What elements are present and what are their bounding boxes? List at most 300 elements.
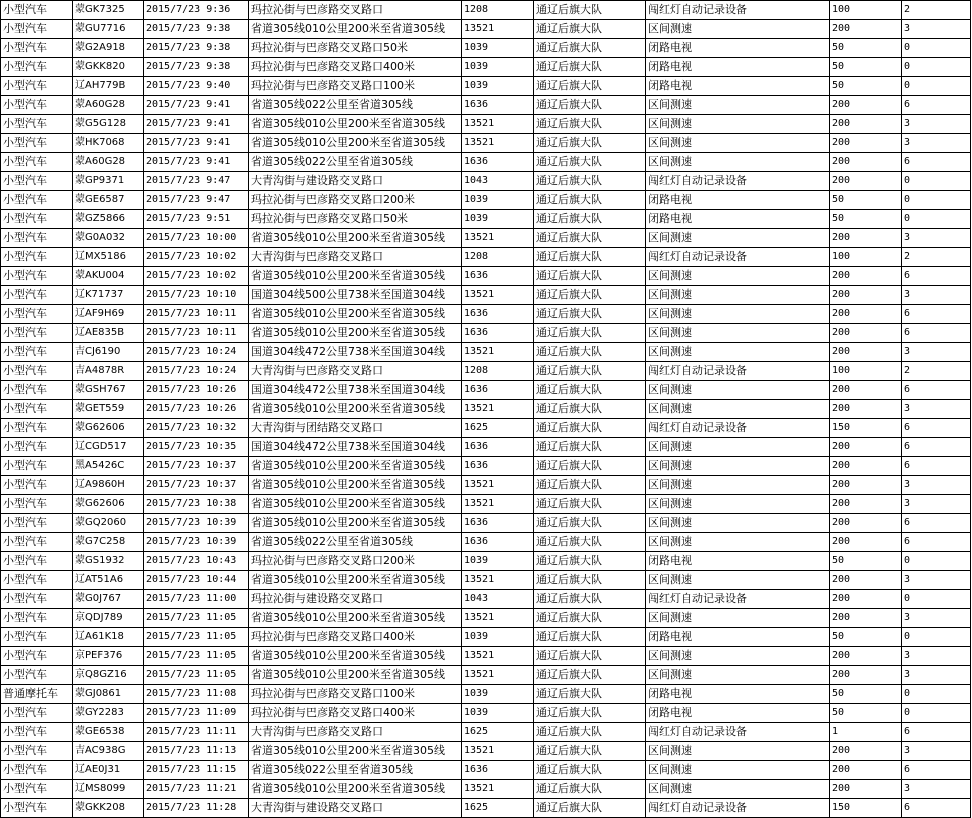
department-cell[interactable]: 通辽后旗大队 <box>534 229 646 248</box>
department-cell[interactable]: 通辽后旗大队 <box>534 609 646 628</box>
points-cell[interactable]: 6 <box>902 799 971 818</box>
vehicle-type-cell[interactable]: 小型汽车 <box>1 58 73 77</box>
code-cell[interactable]: 1039 <box>462 552 534 571</box>
code-cell[interactable]: 1636 <box>462 457 534 476</box>
plate-number-cell[interactable]: 辽AF9H69 <box>73 305 144 324</box>
department-cell[interactable]: 通辽后旗大队 <box>534 20 646 39</box>
timestamp-cell[interactable]: 2015/7/23 10:02 <box>144 248 249 267</box>
plate-number-cell[interactable]: 辽AT51A6 <box>73 571 144 590</box>
vehicle-type-cell[interactable]: 小型汽车 <box>1 704 73 723</box>
device-type-cell[interactable]: 区间测速 <box>646 400 830 419</box>
device-type-cell[interactable]: 区间测速 <box>646 305 830 324</box>
points-cell[interactable]: 3 <box>902 647 971 666</box>
department-cell[interactable]: 通辽后旗大队 <box>534 514 646 533</box>
points-cell[interactable]: 0 <box>902 552 971 571</box>
points-cell[interactable]: 3 <box>902 343 971 362</box>
location-cell[interactable]: 省道305线010公里200米至省道305线 <box>249 457 462 476</box>
department-cell[interactable]: 通辽后旗大队 <box>534 704 646 723</box>
plate-number-cell[interactable]: 京QDJ789 <box>73 609 144 628</box>
location-cell[interactable]: 省道305线010公里200米至省道305线 <box>249 476 462 495</box>
device-type-cell[interactable]: 区间测速 <box>646 609 830 628</box>
code-cell[interactable]: 13521 <box>462 400 534 419</box>
department-cell[interactable]: 通辽后旗大队 <box>534 77 646 96</box>
location-cell[interactable]: 大青沟街与巴彦路交叉路口 <box>249 723 462 742</box>
department-cell[interactable]: 通辽后旗大队 <box>534 96 646 115</box>
department-cell[interactable]: 通辽后旗大队 <box>534 362 646 381</box>
vehicle-type-cell[interactable]: 小型汽车 <box>1 400 73 419</box>
fine-cell[interactable]: 200 <box>830 96 902 115</box>
location-cell[interactable]: 省道305线010公里200米至省道305线 <box>249 115 462 134</box>
location-cell[interactable]: 玛拉沁街与巴彦路交叉路口50米 <box>249 210 462 229</box>
points-cell[interactable]: 2 <box>902 362 971 381</box>
fine-cell[interactable]: 50 <box>830 77 902 96</box>
timestamp-cell[interactable]: 2015/7/23 9:41 <box>144 153 249 172</box>
department-cell[interactable]: 通辽后旗大队 <box>534 153 646 172</box>
points-cell[interactable]: 3 <box>902 115 971 134</box>
fine-cell[interactable]: 200 <box>830 609 902 628</box>
vehicle-type-cell[interactable]: 小型汽车 <box>1 134 73 153</box>
vehicle-type-cell[interactable]: 小型汽车 <box>1 590 73 609</box>
device-type-cell[interactable]: 区间测速 <box>646 438 830 457</box>
fine-cell[interactable]: 50 <box>830 628 902 647</box>
location-cell[interactable]: 玛拉沁街与巴彦路交叉路口200米 <box>249 191 462 210</box>
points-cell[interactable]: 3 <box>902 134 971 153</box>
code-cell[interactable]: 1625 <box>462 419 534 438</box>
plate-number-cell[interactable]: 辽MX5186 <box>73 248 144 267</box>
location-cell[interactable]: 省道305线010公里200米至省道305线 <box>249 647 462 666</box>
timestamp-cell[interactable]: 2015/7/23 11:11 <box>144 723 249 742</box>
plate-number-cell[interactable]: 蒙G5G128 <box>73 115 144 134</box>
location-cell[interactable]: 省道305线010公里200米至省道305线 <box>249 305 462 324</box>
location-cell[interactable]: 省道305线010公里200米至省道305线 <box>249 514 462 533</box>
code-cell[interactable]: 13521 <box>462 571 534 590</box>
points-cell[interactable]: 3 <box>902 742 971 761</box>
vehicle-type-cell[interactable]: 小型汽车 <box>1 742 73 761</box>
points-cell[interactable]: 6 <box>902 267 971 286</box>
points-cell[interactable]: 3 <box>902 476 971 495</box>
device-type-cell[interactable]: 区间测速 <box>646 115 830 134</box>
device-type-cell[interactable]: 闭路电视 <box>646 685 830 704</box>
device-type-cell[interactable]: 区间测速 <box>646 96 830 115</box>
vehicle-type-cell[interactable]: 小型汽车 <box>1 495 73 514</box>
fine-cell[interactable]: 200 <box>830 20 902 39</box>
points-cell[interactable]: 3 <box>902 286 971 305</box>
location-cell[interactable]: 省道305线010公里200米至省道305线 <box>249 742 462 761</box>
points-cell[interactable]: 0 <box>902 172 971 191</box>
department-cell[interactable]: 通辽后旗大队 <box>534 381 646 400</box>
vehicle-type-cell[interactable]: 小型汽车 <box>1 476 73 495</box>
points-cell[interactable]: 0 <box>902 58 971 77</box>
department-cell[interactable]: 通辽后旗大队 <box>534 210 646 229</box>
location-cell[interactable]: 大青沟街与巴彦路交叉路口 <box>249 248 462 267</box>
plate-number-cell[interactable]: 蒙GU7716 <box>73 20 144 39</box>
plate-number-cell[interactable]: 蒙A60G28 <box>73 96 144 115</box>
device-type-cell[interactable]: 闭路电视 <box>646 210 830 229</box>
fine-cell[interactable]: 100 <box>830 248 902 267</box>
location-cell[interactable]: 玛拉沁街与建设路交叉路口 <box>249 590 462 609</box>
location-cell[interactable]: 大青沟街与建设路交叉路口 <box>249 172 462 191</box>
timestamp-cell[interactable]: 2015/7/23 10:26 <box>144 400 249 419</box>
vehicle-type-cell[interactable]: 小型汽车 <box>1 571 73 590</box>
code-cell[interactable]: 13521 <box>462 20 534 39</box>
plate-number-cell[interactable]: 黑A5426C <box>73 457 144 476</box>
code-cell[interactable]: 13521 <box>462 286 534 305</box>
timestamp-cell[interactable]: 2015/7/23 11:13 <box>144 742 249 761</box>
timestamp-cell[interactable]: 2015/7/23 10:37 <box>144 457 249 476</box>
code-cell[interactable]: 1636 <box>462 514 534 533</box>
vehicle-type-cell[interactable]: 小型汽车 <box>1 723 73 742</box>
code-cell[interactable]: 1208 <box>462 248 534 267</box>
fine-cell[interactable]: 50 <box>830 552 902 571</box>
location-cell[interactable]: 省道305线010公里200米至省道305线 <box>249 134 462 153</box>
points-cell[interactable]: 6 <box>902 305 971 324</box>
vehicle-type-cell[interactable]: 小型汽车 <box>1 666 73 685</box>
vehicle-type-cell[interactable]: 小型汽车 <box>1 324 73 343</box>
plate-number-cell[interactable]: 辽K71737 <box>73 286 144 305</box>
location-cell[interactable]: 玛拉沁街与巴彦路交叉路口 <box>249 1 462 20</box>
timestamp-cell[interactable]: 2015/7/23 9:41 <box>144 115 249 134</box>
timestamp-cell[interactable]: 2015/7/23 9:36 <box>144 1 249 20</box>
department-cell[interactable]: 通辽后旗大队 <box>534 742 646 761</box>
vehicle-type-cell[interactable]: 小型汽车 <box>1 39 73 58</box>
plate-number-cell[interactable]: 蒙G7C258 <box>73 533 144 552</box>
plate-number-cell[interactable]: 京PEF376 <box>73 647 144 666</box>
timestamp-cell[interactable]: 2015/7/23 10:24 <box>144 343 249 362</box>
department-cell[interactable]: 通辽后旗大队 <box>534 1 646 20</box>
vehicle-type-cell[interactable]: 小型汽车 <box>1 628 73 647</box>
plate-number-cell[interactable]: 吉A4878R <box>73 362 144 381</box>
code-cell[interactable]: 1039 <box>462 628 534 647</box>
location-cell[interactable]: 玛拉沁街与巴彦路交叉路口400米 <box>249 628 462 647</box>
department-cell[interactable]: 通辽后旗大队 <box>534 495 646 514</box>
device-type-cell[interactable]: 区间测速 <box>646 495 830 514</box>
fine-cell[interactable]: 200 <box>830 514 902 533</box>
department-cell[interactable]: 通辽后旗大队 <box>534 799 646 818</box>
department-cell[interactable]: 通辽后旗大队 <box>534 552 646 571</box>
code-cell[interactable]: 1636 <box>462 381 534 400</box>
location-cell[interactable]: 省道305线010公里200米至省道305线 <box>249 780 462 799</box>
vehicle-type-cell[interactable]: 小型汽车 <box>1 362 73 381</box>
device-type-cell[interactable]: 闯红灯自动记录设备 <box>646 590 830 609</box>
plate-number-cell[interactable]: 蒙A60G28 <box>73 153 144 172</box>
location-cell[interactable]: 玛拉沁街与巴彦路交叉路口100米 <box>249 77 462 96</box>
device-type-cell[interactable]: 区间测速 <box>646 153 830 172</box>
fine-cell[interactable]: 150 <box>830 419 902 438</box>
device-type-cell[interactable]: 区间测速 <box>646 20 830 39</box>
plate-number-cell[interactable]: 蒙G0J767 <box>73 590 144 609</box>
code-cell[interactable]: 13521 <box>462 666 534 685</box>
location-cell[interactable]: 玛拉沁街与巴彦路交叉路口100米 <box>249 685 462 704</box>
fine-cell[interactable]: 150 <box>830 799 902 818</box>
vehicle-type-cell[interactable]: 小型汽车 <box>1 514 73 533</box>
device-type-cell[interactable]: 区间测速 <box>646 571 830 590</box>
vehicle-type-cell[interactable]: 小型汽车 <box>1 20 73 39</box>
points-cell[interactable]: 6 <box>902 419 971 438</box>
vehicle-type-cell[interactable]: 小型汽车 <box>1 96 73 115</box>
vehicle-type-cell[interactable]: 小型汽车 <box>1 248 73 267</box>
location-cell[interactable]: 国道304线472公里738米至国道304线 <box>249 343 462 362</box>
timestamp-cell[interactable]: 2015/7/23 9:40 <box>144 77 249 96</box>
timestamp-cell[interactable]: 2015/7/23 10:10 <box>144 286 249 305</box>
timestamp-cell[interactable]: 2015/7/23 10:43 <box>144 552 249 571</box>
device-type-cell[interactable]: 区间测速 <box>646 761 830 780</box>
plate-number-cell[interactable]: 京Q8GZ16 <box>73 666 144 685</box>
device-type-cell[interactable]: 闯红灯自动记录设备 <box>646 419 830 438</box>
department-cell[interactable]: 通辽后旗大队 <box>534 305 646 324</box>
department-cell[interactable]: 通辽后旗大队 <box>534 400 646 419</box>
location-cell[interactable]: 玛拉沁街与巴彦路交叉路口200米 <box>249 552 462 571</box>
timestamp-cell[interactable]: 2015/7/23 10:37 <box>144 476 249 495</box>
points-cell[interactable]: 3 <box>902 229 971 248</box>
vehicle-type-cell[interactable]: 小型汽车 <box>1 438 73 457</box>
department-cell[interactable]: 通辽后旗大队 <box>534 761 646 780</box>
code-cell[interactable]: 1636 <box>462 96 534 115</box>
device-type-cell[interactable]: 闭路电视 <box>646 704 830 723</box>
vehicle-type-cell[interactable]: 小型汽车 <box>1 115 73 134</box>
fine-cell[interactable]: 200 <box>830 666 902 685</box>
plate-number-cell[interactable]: 辽A61K18 <box>73 628 144 647</box>
vehicle-type-cell[interactable]: 小型汽车 <box>1 533 73 552</box>
timestamp-cell[interactable]: 2015/7/23 11:09 <box>144 704 249 723</box>
device-type-cell[interactable]: 闯红灯自动记录设备 <box>646 172 830 191</box>
department-cell[interactable]: 通辽后旗大队 <box>534 628 646 647</box>
vehicle-type-cell[interactable]: 小型汽车 <box>1 77 73 96</box>
device-type-cell[interactable]: 闭路电视 <box>646 39 830 58</box>
department-cell[interactable]: 通辽后旗大队 <box>534 647 646 666</box>
timestamp-cell[interactable]: 2015/7/23 9:38 <box>144 39 249 58</box>
location-cell[interactable]: 省道305线010公里200米至省道305线 <box>249 267 462 286</box>
timestamp-cell[interactable]: 2015/7/23 10:11 <box>144 305 249 324</box>
vehicle-type-cell[interactable]: 小型汽车 <box>1 210 73 229</box>
timestamp-cell[interactable]: 2015/7/23 11:05 <box>144 666 249 685</box>
device-type-cell[interactable]: 闭路电视 <box>646 58 830 77</box>
device-type-cell[interactable]: 区间测速 <box>646 381 830 400</box>
department-cell[interactable]: 通辽后旗大队 <box>534 590 646 609</box>
fine-cell[interactable]: 50 <box>830 191 902 210</box>
device-type-cell[interactable]: 闭路电视 <box>646 628 830 647</box>
points-cell[interactable]: 3 <box>902 571 971 590</box>
code-cell[interactable]: 13521 <box>462 343 534 362</box>
timestamp-cell[interactable]: 2015/7/23 10:11 <box>144 324 249 343</box>
location-cell[interactable]: 国道304线500公里738米至国道304线 <box>249 286 462 305</box>
device-type-cell[interactable]: 区间测速 <box>646 343 830 362</box>
device-type-cell[interactable]: 闭路电视 <box>646 552 830 571</box>
points-cell[interactable]: 3 <box>902 495 971 514</box>
department-cell[interactable]: 通辽后旗大队 <box>534 438 646 457</box>
plate-number-cell[interactable]: 蒙GSH767 <box>73 381 144 400</box>
plate-number-cell[interactable]: 蒙GP9371 <box>73 172 144 191</box>
timestamp-cell[interactable]: 2015/7/23 10:39 <box>144 533 249 552</box>
plate-number-cell[interactable]: 辽MS8099 <box>73 780 144 799</box>
vehicle-type-cell[interactable]: 小型汽车 <box>1 381 73 400</box>
vehicle-type-cell[interactable]: 小型汽车 <box>1 780 73 799</box>
code-cell[interactable]: 1636 <box>462 761 534 780</box>
vehicle-type-cell[interactable]: 小型汽车 <box>1 305 73 324</box>
department-cell[interactable]: 通辽后旗大队 <box>534 191 646 210</box>
points-cell[interactable]: 3 <box>902 400 971 419</box>
department-cell[interactable]: 通辽后旗大队 <box>534 571 646 590</box>
plate-number-cell[interactable]: 蒙G2A918 <box>73 39 144 58</box>
timestamp-cell[interactable]: 2015/7/23 10:32 <box>144 419 249 438</box>
fine-cell[interactable]: 200 <box>830 286 902 305</box>
device-type-cell[interactable]: 区间测速 <box>646 324 830 343</box>
department-cell[interactable]: 通辽后旗大队 <box>534 115 646 134</box>
timestamp-cell[interactable]: 2015/7/23 9:47 <box>144 172 249 191</box>
location-cell[interactable]: 大青沟街与团结路交叉路口 <box>249 419 462 438</box>
timestamp-cell[interactable]: 2015/7/23 10:39 <box>144 514 249 533</box>
plate-number-cell[interactable]: 蒙GY2283 <box>73 704 144 723</box>
fine-cell[interactable]: 200 <box>830 761 902 780</box>
device-type-cell[interactable]: 闭路电视 <box>646 191 830 210</box>
plate-number-cell[interactable]: 蒙GKK820 <box>73 58 144 77</box>
points-cell[interactable]: 0 <box>902 77 971 96</box>
device-type-cell[interactable]: 闯红灯自动记录设备 <box>646 723 830 742</box>
department-cell[interactable]: 通辽后旗大队 <box>534 134 646 153</box>
location-cell[interactable]: 省道305线022公里至省道305线 <box>249 761 462 780</box>
points-cell[interactable]: 6 <box>902 457 971 476</box>
points-cell[interactable]: 6 <box>902 514 971 533</box>
plate-number-cell[interactable]: 蒙GJ0861 <box>73 685 144 704</box>
department-cell[interactable]: 通辽后旗大队 <box>534 419 646 438</box>
points-cell[interactable]: 3 <box>902 666 971 685</box>
points-cell[interactable]: 3 <box>902 609 971 628</box>
points-cell[interactable]: 0 <box>902 704 971 723</box>
fine-cell[interactable]: 50 <box>830 210 902 229</box>
code-cell[interactable]: 1636 <box>462 324 534 343</box>
code-cell[interactable]: 1039 <box>462 58 534 77</box>
fine-cell[interactable]: 50 <box>830 704 902 723</box>
department-cell[interactable]: 通辽后旗大队 <box>534 324 646 343</box>
location-cell[interactable]: 省道305线010公里200米至省道305线 <box>249 571 462 590</box>
code-cell[interactable]: 1039 <box>462 704 534 723</box>
fine-cell[interactable]: 200 <box>830 400 902 419</box>
vehicle-type-cell[interactable]: 小型汽车 <box>1 799 73 818</box>
location-cell[interactable]: 玛拉沁街与巴彦路交叉路口400米 <box>249 704 462 723</box>
fine-cell[interactable]: 50 <box>830 685 902 704</box>
location-cell[interactable]: 省道305线010公里200米至省道305线 <box>249 20 462 39</box>
vehicle-type-cell[interactable]: 小型汽车 <box>1 457 73 476</box>
fine-cell[interactable]: 200 <box>830 780 902 799</box>
vehicle-type-cell[interactable]: 普通摩托车 <box>1 685 73 704</box>
vehicle-type-cell[interactable]: 小型汽车 <box>1 153 73 172</box>
code-cell[interactable]: 13521 <box>462 647 534 666</box>
code-cell[interactable]: 13521 <box>462 742 534 761</box>
fine-cell[interactable]: 200 <box>830 476 902 495</box>
code-cell[interactable]: 13521 <box>462 476 534 495</box>
timestamp-cell[interactable]: 2015/7/23 9:51 <box>144 210 249 229</box>
code-cell[interactable]: 1636 <box>462 438 534 457</box>
location-cell[interactable]: 省道305线010公里200米至省道305线 <box>249 609 462 628</box>
department-cell[interactable]: 通辽后旗大队 <box>534 685 646 704</box>
code-cell[interactable]: 1208 <box>462 362 534 381</box>
points-cell[interactable]: 2 <box>902 248 971 267</box>
vehicle-type-cell[interactable]: 小型汽车 <box>1 343 73 362</box>
points-cell[interactable]: 6 <box>902 761 971 780</box>
code-cell[interactable]: 1039 <box>462 191 534 210</box>
location-cell[interactable]: 玛拉沁街与巴彦路交叉路口50米 <box>249 39 462 58</box>
plate-number-cell[interactable]: 蒙AKU004 <box>73 267 144 286</box>
timestamp-cell[interactable]: 2015/7/23 11:28 <box>144 799 249 818</box>
points-cell[interactable]: 6 <box>902 153 971 172</box>
department-cell[interactable]: 通辽后旗大队 <box>534 476 646 495</box>
fine-cell[interactable]: 200 <box>830 305 902 324</box>
points-cell[interactable]: 6 <box>902 324 971 343</box>
points-cell[interactable]: 6 <box>902 381 971 400</box>
code-cell[interactable]: 1039 <box>462 39 534 58</box>
device-type-cell[interactable]: 区间测速 <box>646 647 830 666</box>
fine-cell[interactable]: 50 <box>830 39 902 58</box>
device-type-cell[interactable]: 区间测速 <box>646 742 830 761</box>
timestamp-cell[interactable]: 2015/7/23 11:15 <box>144 761 249 780</box>
device-type-cell[interactable]: 闯红灯自动记录设备 <box>646 799 830 818</box>
points-cell[interactable]: 0 <box>902 210 971 229</box>
code-cell[interactable]: 1636 <box>462 533 534 552</box>
location-cell[interactable]: 国道304线472公里738米至国道304线 <box>249 381 462 400</box>
points-cell[interactable]: 6 <box>902 533 971 552</box>
fine-cell[interactable]: 200 <box>830 742 902 761</box>
department-cell[interactable]: 通辽后旗大队 <box>534 248 646 267</box>
plate-number-cell[interactable]: 辽CGD517 <box>73 438 144 457</box>
timestamp-cell[interactable]: 2015/7/23 10:00 <box>144 229 249 248</box>
vehicle-type-cell[interactable]: 小型汽车 <box>1 761 73 780</box>
department-cell[interactable]: 通辽后旗大队 <box>534 723 646 742</box>
location-cell[interactable]: 省道305线022公里至省道305线 <box>249 96 462 115</box>
plate-number-cell[interactable]: 蒙HK7068 <box>73 134 144 153</box>
code-cell[interactable]: 1039 <box>462 77 534 96</box>
device-type-cell[interactable]: 区间测速 <box>646 286 830 305</box>
vehicle-type-cell[interactable]: 小型汽车 <box>1 172 73 191</box>
code-cell[interactable]: 1636 <box>462 153 534 172</box>
plate-number-cell[interactable]: 蒙GKK208 <box>73 799 144 818</box>
fine-cell[interactable]: 200 <box>830 571 902 590</box>
points-cell[interactable]: 0 <box>902 590 971 609</box>
timestamp-cell[interactable]: 2015/7/23 11:21 <box>144 780 249 799</box>
code-cell[interactable]: 1043 <box>462 172 534 191</box>
code-cell[interactable]: 1208 <box>462 1 534 20</box>
timestamp-cell[interactable]: 2015/7/23 9:38 <box>144 20 249 39</box>
points-cell[interactable]: 3 <box>902 780 971 799</box>
code-cell[interactable]: 13521 <box>462 115 534 134</box>
device-type-cell[interactable]: 闯红灯自动记录设备 <box>646 362 830 381</box>
points-cell[interactable]: 0 <box>902 39 971 58</box>
vehicle-type-cell[interactable]: 小型汽车 <box>1 552 73 571</box>
location-cell[interactable]: 省道305线022公里至省道305线 <box>249 533 462 552</box>
plate-number-cell[interactable]: 蒙G62606 <box>73 419 144 438</box>
device-type-cell[interactable]: 区间测速 <box>646 134 830 153</box>
department-cell[interactable]: 通辽后旗大队 <box>534 58 646 77</box>
location-cell[interactable]: 国道304线472公里738米至国道304线 <box>249 438 462 457</box>
fine-cell[interactable]: 200 <box>830 172 902 191</box>
plate-number-cell[interactable]: 吉CJ6190 <box>73 343 144 362</box>
fine-cell[interactable]: 200 <box>830 134 902 153</box>
vehicle-type-cell[interactable]: 小型汽车 <box>1 1 73 20</box>
code-cell[interactable]: 13521 <box>462 780 534 799</box>
timestamp-cell[interactable]: 2015/7/23 11:00 <box>144 590 249 609</box>
points-cell[interactable]: 2 <box>902 1 971 20</box>
device-type-cell[interactable]: 闯红灯自动记录设备 <box>646 248 830 267</box>
code-cell[interactable]: 13521 <box>462 229 534 248</box>
plate-number-cell[interactable]: 蒙G0A032 <box>73 229 144 248</box>
device-type-cell[interactable]: 区间测速 <box>646 514 830 533</box>
points-cell[interactable]: 6 <box>902 438 971 457</box>
vehicle-type-cell[interactable]: 小型汽车 <box>1 191 73 210</box>
fine-cell[interactable]: 200 <box>830 324 902 343</box>
device-type-cell[interactable]: 闭路电视 <box>646 77 830 96</box>
device-type-cell[interactable]: 区间测速 <box>646 533 830 552</box>
plate-number-cell[interactable]: 蒙GS1932 <box>73 552 144 571</box>
plate-number-cell[interactable]: 蒙GE6538 <box>73 723 144 742</box>
department-cell[interactable]: 通辽后旗大队 <box>534 343 646 362</box>
